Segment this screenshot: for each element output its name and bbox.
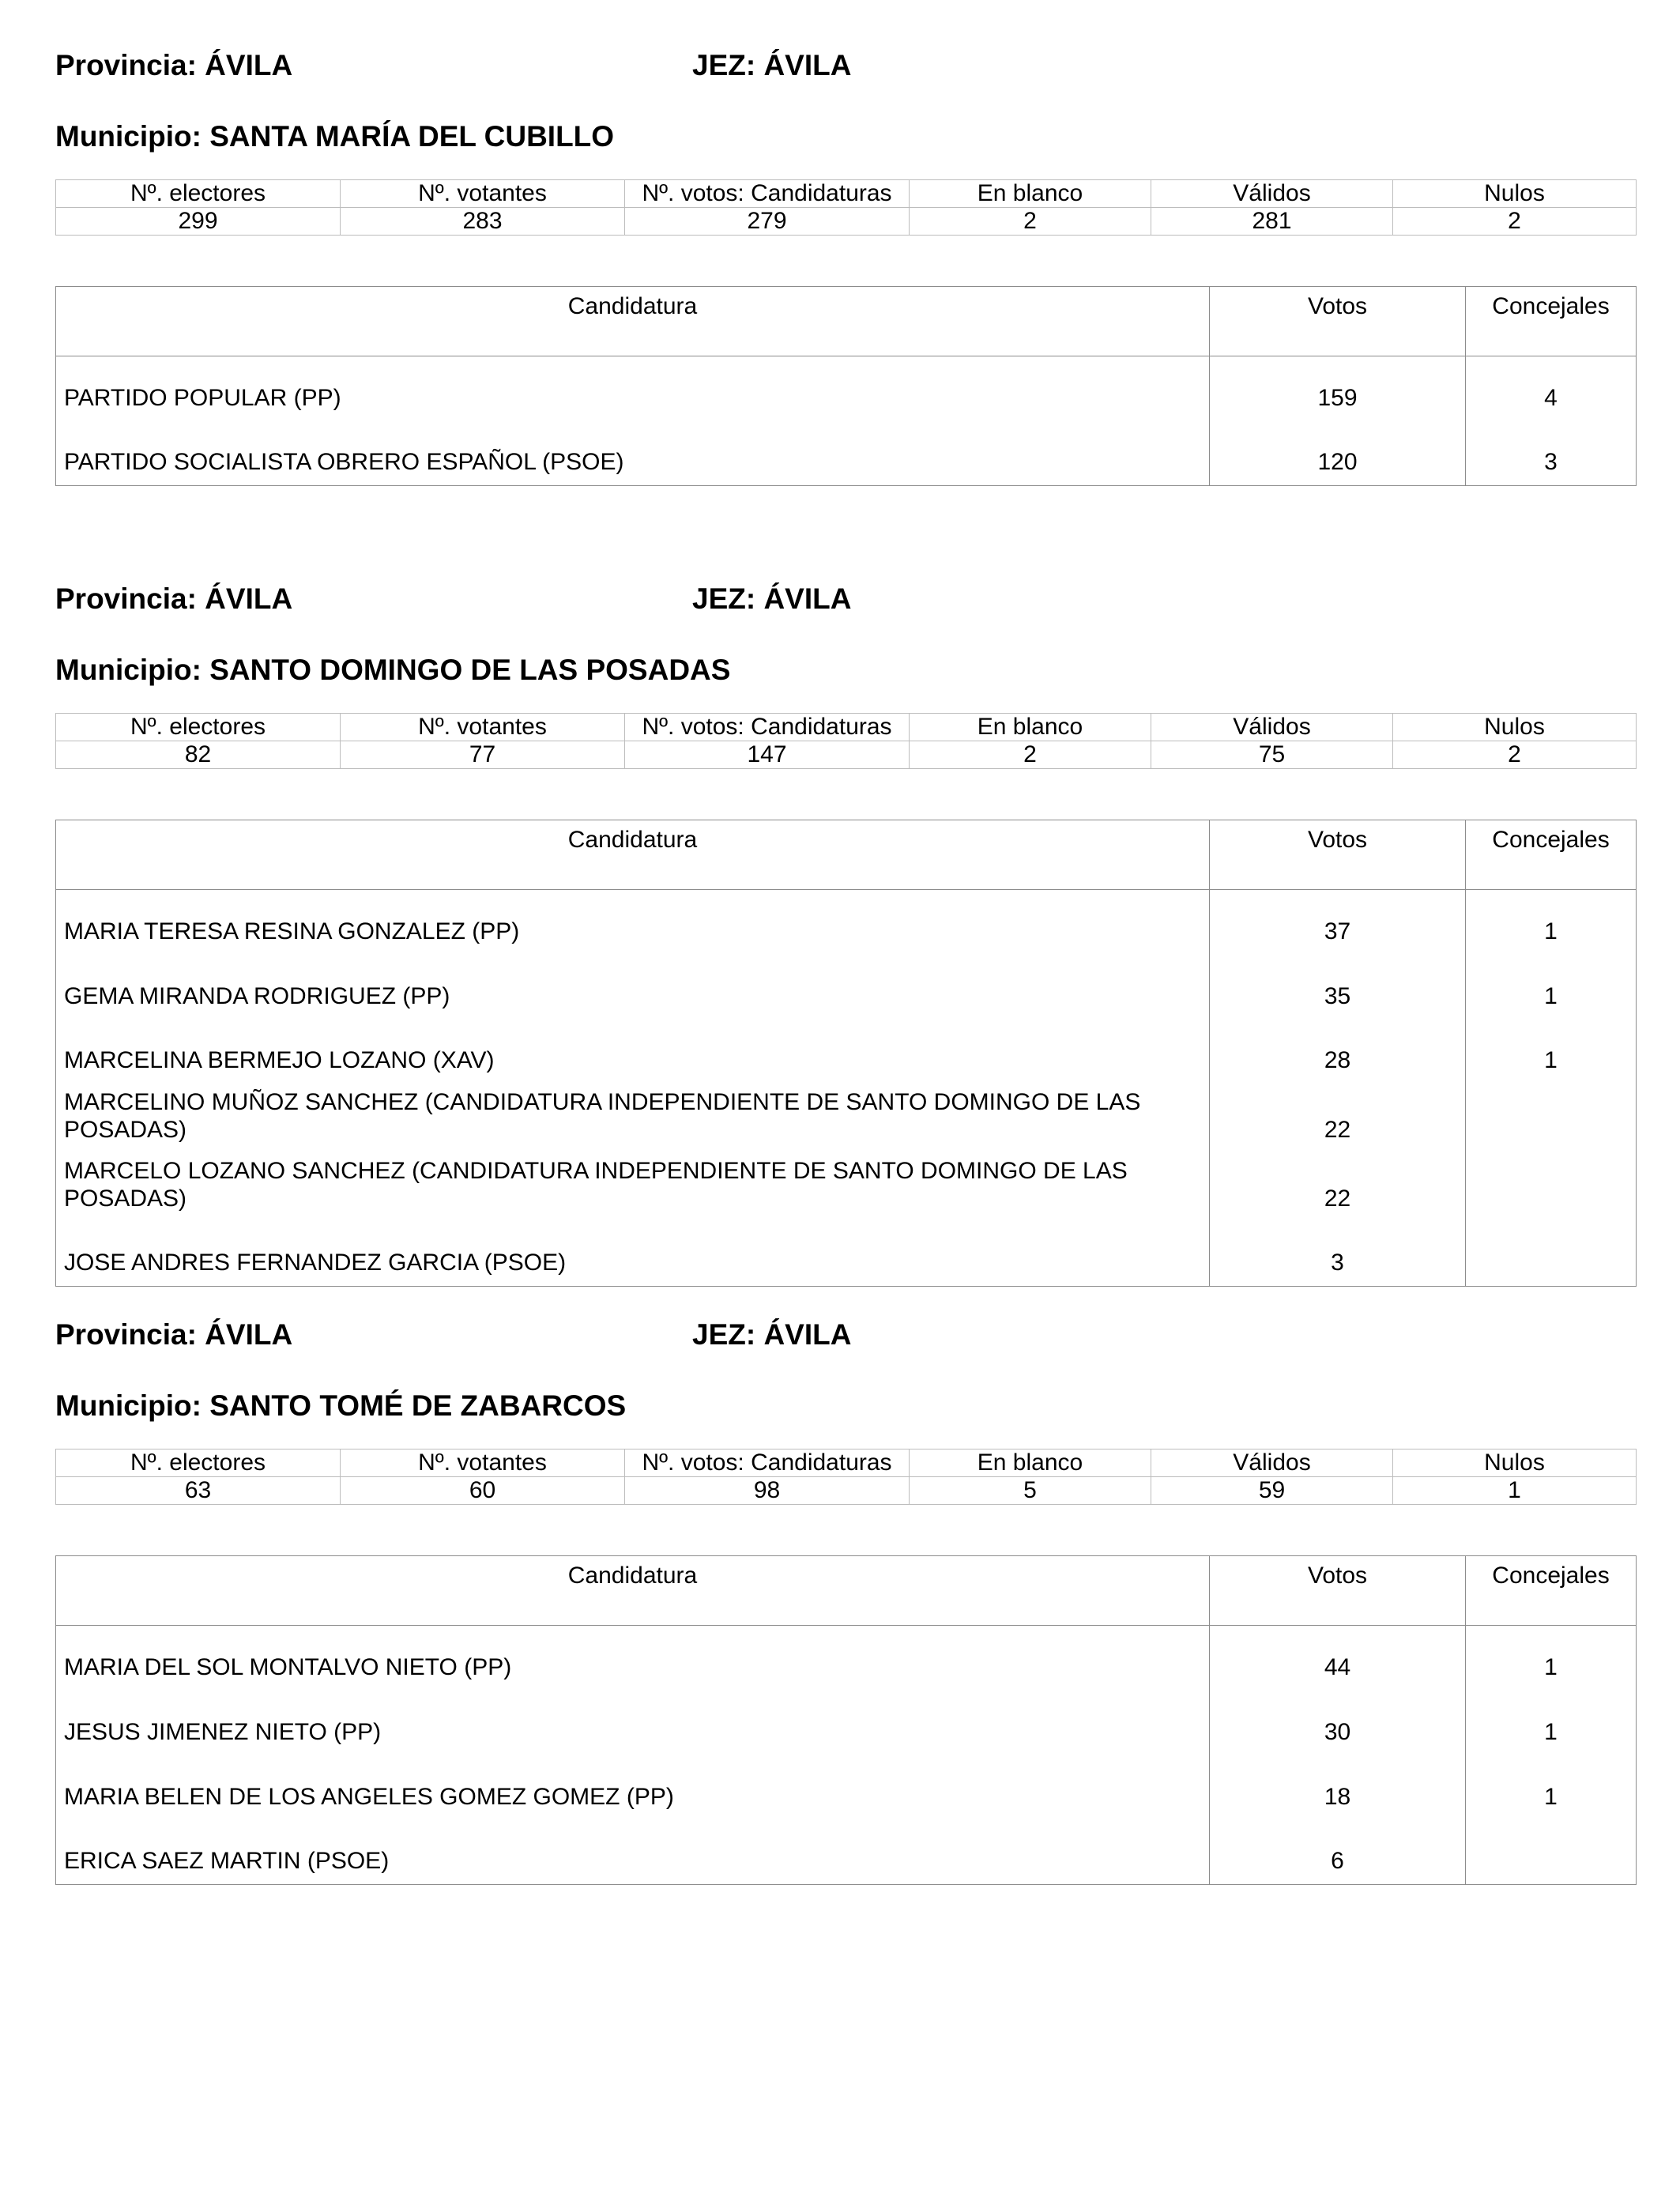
summary-header-cell: Válidos [1151, 714, 1393, 741]
summary-value-cell: 2 [910, 208, 1151, 236]
candidate-name: MARCELINO MUÑOZ SANCHEZ (CANDIDATURA INDEPENDIENTE DE SANTO DOMINGO DE LAS POSADAS) [56, 1084, 1210, 1153]
summary-header-cell: Nº. electores [56, 1449, 341, 1477]
table-row [56, 421, 1637, 486]
candidate-concejales: 1 [1466, 955, 1637, 1020]
summary-value-cell: 147 [625, 741, 910, 769]
summary-header-cell: Nulos [1393, 714, 1637, 741]
summary-header-cell: Nº. electores [56, 714, 341, 741]
candidate-concejales: 1 [1466, 1020, 1637, 1084]
candidate-votos: 18 [1210, 1755, 1466, 1820]
candidate-votos: 37 [1210, 890, 1466, 955]
section-header [55, 582, 1636, 630]
summary-value-row [56, 1477, 1637, 1505]
summary-header-cell: Nº. votantes [341, 180, 625, 208]
candidate-concejales [1466, 1820, 1637, 1885]
col-concejales: Concejales [1466, 287, 1637, 356]
table-row [56, 1820, 1637, 1885]
summary-value-cell: 60 [341, 1477, 625, 1505]
candidate-votos: 28 [1210, 1020, 1466, 1084]
summary-header-cell: Nulos [1393, 180, 1637, 208]
summary-table [55, 179, 1637, 236]
table-row [56, 1626, 1637, 1691]
summary-header-cell: Nº. votantes [341, 714, 625, 741]
summary-header-cell: Nº. votos: Candidaturas [625, 714, 910, 741]
summary-value-cell: 59 [1151, 1477, 1393, 1505]
summary-value-cell: 279 [625, 208, 910, 236]
col-votos: Votos [1210, 820, 1466, 890]
section-header [55, 49, 1636, 96]
candidate-concejales [1466, 1222, 1637, 1287]
summary-header-cell: Nulos [1393, 1449, 1637, 1477]
table-row [56, 890, 1637, 955]
summary-value-cell: 283 [341, 208, 625, 236]
candidate-votos: 159 [1210, 356, 1466, 421]
table-row [56, 955, 1637, 1020]
summary-header-cell: Válidos [1151, 180, 1393, 208]
provincia-label: Provincia: ÁVILA [55, 49, 293, 81]
candidate-votos: 22 [1210, 1153, 1466, 1222]
summary-header-row [56, 180, 1637, 208]
candidate-name: MARCELINA BERMEJO LOZANO (XAV) [56, 1020, 1210, 1084]
col-candidatura: Candidatura [56, 820, 1210, 890]
municipality-section [55, 1318, 1636, 1887]
provincia-label: Provincia: ÁVILA [55, 582, 293, 615]
summary-value-cell: 299 [56, 208, 341, 236]
candidates-table [55, 1555, 1637, 1885]
summary-header-cell: Nº. votantes [341, 1449, 625, 1477]
summary-table [55, 713, 1637, 769]
summary-header-cell: En blanco [910, 180, 1151, 208]
summary-value-cell: 77 [341, 741, 625, 769]
summary-value-cell: 1 [1393, 1477, 1637, 1505]
col-concejales: Concejales [1466, 820, 1637, 890]
candidate-votos: 22 [1210, 1084, 1466, 1153]
candidate-name: JESUS JIMENEZ NIETO (PP) [56, 1691, 1210, 1755]
summary-value-cell: 2 [1393, 208, 1637, 236]
candidate-concejales: 1 [1466, 1755, 1637, 1820]
col-votos: Votos [1210, 287, 1466, 356]
jez-label: JEZ: ÁVILA [692, 49, 852, 81]
summary-value-cell: 75 [1151, 741, 1393, 769]
candidate-name: JOSE ANDRES FERNANDEZ GARCIA (PSOE) [56, 1222, 1210, 1287]
candidate-name: PARTIDO POPULAR (PP) [56, 356, 1210, 421]
candidate-name: MARIA DEL SOL MONTALVO NIETO (PP) [56, 1626, 1210, 1691]
candidate-name: PARTIDO SOCIALISTA OBRERO ESPAÑOL (PSOE) [56, 421, 1210, 486]
summary-value-cell: 5 [910, 1477, 1151, 1505]
candidates-header-row [56, 287, 1637, 356]
summary-header-cell: Nº. votos: Candidaturas [625, 180, 910, 208]
summary-value-row [56, 208, 1637, 236]
candidate-concejales: 1 [1466, 890, 1637, 955]
municipality-section [55, 49, 1636, 492]
table-row [56, 1691, 1637, 1755]
col-candidatura: Candidatura [56, 1556, 1210, 1626]
table-row [56, 1222, 1637, 1287]
summary-header-cell: Válidos [1151, 1449, 1393, 1477]
table-row [56, 1020, 1637, 1084]
summary-value-cell: 82 [56, 741, 341, 769]
summary-value-cell: 2 [910, 741, 1151, 769]
candidate-votos: 3 [1210, 1222, 1466, 1287]
summary-value-row [56, 741, 1637, 769]
summary-table [55, 1449, 1637, 1505]
candidates-table [55, 286, 1637, 486]
summary-value-cell: 63 [56, 1477, 341, 1505]
candidate-votos: 6 [1210, 1820, 1466, 1885]
col-votos: Votos [1210, 1556, 1466, 1626]
candidates-table [55, 820, 1637, 1287]
candidate-name: MARCELO LOZANO SANCHEZ (CANDIDATURA INDEPENDIENTE DE SANTO DOMINGO DE LAS POSADAS) [56, 1153, 1210, 1222]
section-header [55, 1318, 1636, 1366]
municipality-section [55, 582, 1636, 1294]
summary-header-cell: En blanco [910, 714, 1151, 741]
candidate-name: MARIA BELEN DE LOS ANGELES GOMEZ GOMEZ (PP) [56, 1755, 1210, 1820]
summary-value-cell: 98 [625, 1477, 910, 1505]
candidates-header-row [56, 820, 1637, 890]
table-row [56, 1153, 1637, 1222]
summary-header-cell: Nº. votos: Candidaturas [625, 1449, 910, 1477]
candidate-concejales [1466, 1084, 1637, 1153]
municipio-title: Municipio: SANTO DOMINGO DE LAS POSADAS [55, 654, 731, 686]
candidate-concejales: 3 [1466, 421, 1637, 486]
candidate-votos: 35 [1210, 955, 1466, 1020]
candidate-votos: 44 [1210, 1626, 1466, 1691]
candidate-concejales: 4 [1466, 356, 1637, 421]
summary-value-cell: 281 [1151, 208, 1393, 236]
candidate-name: MARIA TERESA RESINA GONZALEZ (PP) [56, 890, 1210, 955]
candidate-name: GEMA MIRANDA RODRIGUEZ (PP) [56, 955, 1210, 1020]
table-row [56, 356, 1637, 421]
table-row [56, 1084, 1637, 1153]
candidates-header-row [56, 1556, 1637, 1626]
candidate-concejales [1466, 1153, 1637, 1222]
jez-label: JEZ: ÁVILA [692, 1318, 852, 1351]
summary-header-cell: En blanco [910, 1449, 1151, 1477]
candidate-votos: 120 [1210, 421, 1466, 486]
candidate-concejales: 1 [1466, 1691, 1637, 1755]
summary-header-cell: Nº. electores [56, 180, 341, 208]
municipio-title: Municipio: SANTO TOMÉ DE ZABARCOS [55, 1389, 627, 1422]
municipio-title: Municipio: SANTA MARÍA DEL CUBILLO [55, 120, 615, 153]
summary-header-row [56, 1449, 1637, 1477]
table-row [56, 1755, 1637, 1820]
col-candidatura: Candidatura [56, 287, 1210, 356]
col-concejales: Concejales [1466, 1556, 1637, 1626]
provincia-label: Provincia: ÁVILA [55, 1318, 293, 1351]
summary-value-cell: 2 [1393, 741, 1637, 769]
candidate-concejales: 1 [1466, 1626, 1637, 1691]
candidate-votos: 30 [1210, 1691, 1466, 1755]
summary-header-row [56, 714, 1637, 741]
jez-label: JEZ: ÁVILA [692, 582, 852, 615]
candidate-name: ERICA SAEZ MARTIN (PSOE) [56, 1820, 1210, 1885]
